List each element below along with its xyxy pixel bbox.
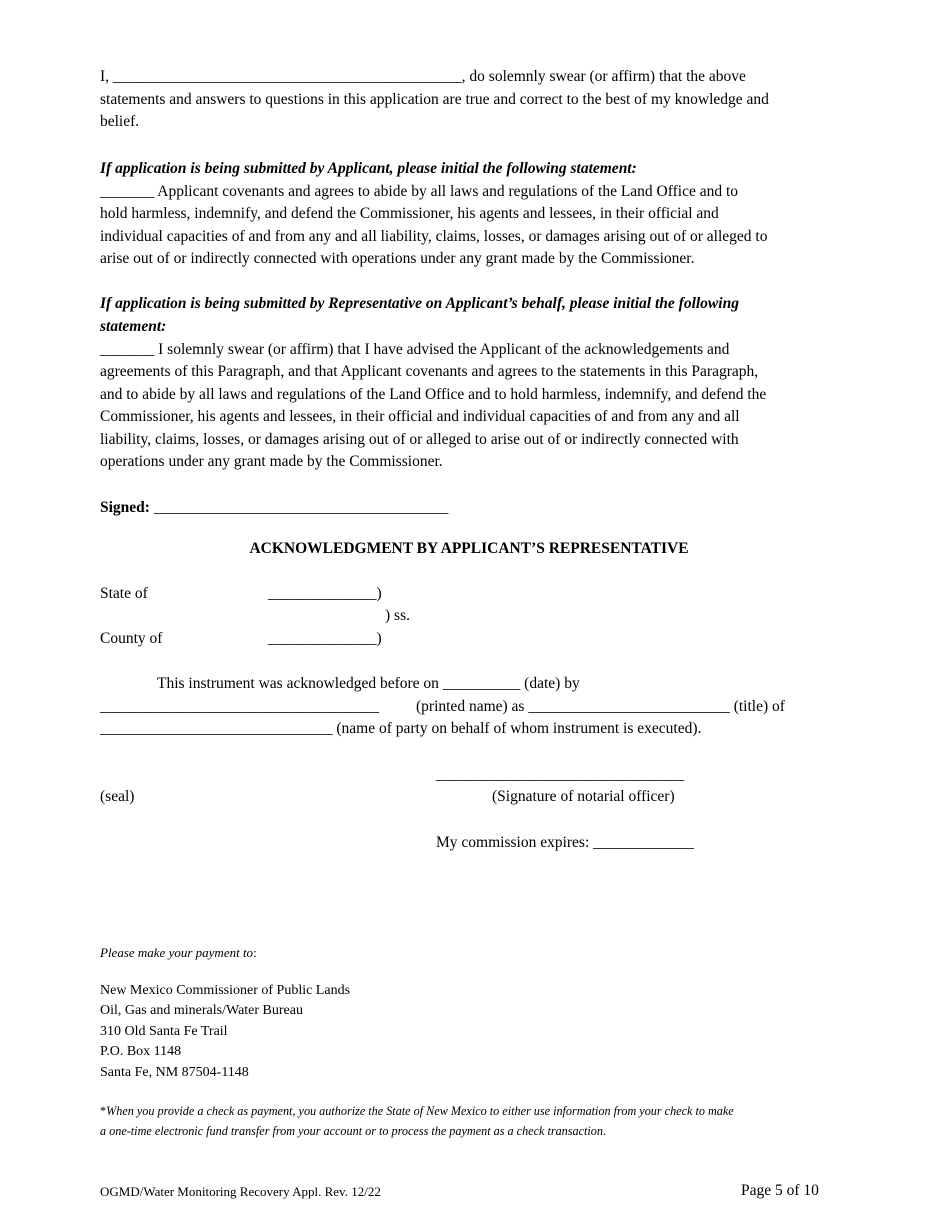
payment-address-2: Oil, Gas and minerals/Water Bureau: [100, 1003, 303, 1018]
payment-note-text-2: a one-time electronic fund transfer from your account or to process the payment as a check transaction: [100, 1124, 603, 1138]
oath-line-2: statements and answers to questions in this application are true and correct to the best of my knowledge and: [100, 91, 769, 108]
commission-expires: My commission expires: _____________: [436, 834, 694, 851]
payment-address-3: 310 Old Santa Fe Trail: [100, 1024, 228, 1039]
instrument-line-3: ______________________________ (name of party on behalf of whom instrument is executed).: [100, 720, 702, 737]
signature-label: (Signature of notarial officer): [492, 788, 675, 805]
payment-note-star: *: [100, 1104, 107, 1118]
representative-line-4: Commissioner, his agents and lessees, in their official and individual capacities of and from any and all: [100, 408, 740, 425]
footer-form-id: OGMD/Water Monitoring Recovery Appl. Rev. 12/22: [100, 1184, 381, 1199]
footer-page-number: Page 5 of 10: [741, 1182, 819, 1199]
representative-line-6: operations under any grant made by the Commissioner.: [100, 453, 443, 470]
county-blank: ______________): [268, 630, 382, 647]
instrument-line-2a: ____________________________________: [100, 698, 379, 715]
state-label: State of: [100, 585, 148, 602]
instrument-line-1: This instrument was acknowledged before on __________ (date) by: [157, 675, 580, 692]
payment-note-end: .: [602, 1124, 607, 1138]
payment-note-1: [100, 1101, 734, 1122]
oath-line-1: I, _____________________________________________, do solemnly swear (or affirm) that the above: [100, 68, 746, 85]
applicant-line-2: hold harmless, indemnify, and defend the Commissioner, his agents and lessees, in their official and: [100, 205, 719, 222]
payment-address-1: New Mexico Commissioner of Public Lands: [100, 983, 351, 998]
county-label: County of: [100, 630, 163, 647]
payment-note-2: [100, 1121, 606, 1142]
applicant-line-1: _______ Applicant covenants and agrees to abide by all laws and regulations of the Land Office and to: [100, 183, 739, 200]
applicant-heading: If application is being submitted by Applicant, please initial the following statement:: [100, 160, 637, 177]
oath-line-3: belief.: [100, 113, 140, 130]
representative-line-3: and to abide by all laws and regulations of the Land Office and to hold harmless, indemnify, and defend the: [100, 386, 767, 403]
signature-blank: ________________________________: [436, 766, 684, 783]
representative-heading-2: statement:: [100, 318, 167, 335]
payment-intro-text: Please make your payment to: [100, 945, 254, 960]
payment-intro: [100, 943, 257, 964]
representative-line-5: liability, claims, losses, or damages arising out of or alleged to arise out of or indirectly connected with: [100, 431, 739, 448]
seal-label: (seal): [100, 788, 135, 805]
acknowledgment-title: ACKNOWLEDGMENT BY APPLICANT’S REPRESENTATIVE: [249, 540, 689, 557]
signed-blank: ______________________________________: [153, 499, 449, 516]
payment-address-4: P.O. Box 1148: [100, 1044, 182, 1059]
instrument-line-2b: (printed name) as __________________________ (title) of: [416, 698, 785, 715]
payment-address-5: Santa Fe, NM 87504-1148: [100, 1065, 249, 1080]
payment-intro-colon: :: [253, 945, 257, 960]
representative-line-1: _______ I solemnly swear (or affirm) that I have advised the Applicant of the acknowledgements and: [100, 341, 730, 358]
payment-note-text-1: When you provide a check as payment, you authorize the State of New Mexico to either use information from your check to make: [106, 1104, 734, 1118]
signed-row: [100, 497, 448, 520]
state-blank: ______________): [268, 585, 382, 602]
representative-heading-1: If application is being submitted by Representative on Applicant’s behalf, please initial the following: [100, 295, 739, 312]
representative-line-2: agreements of this Paragraph, and that Applicant covenants and agrees to the statements in this Paragraph,: [100, 363, 759, 380]
signed-label: Signed:: [100, 499, 150, 516]
ss-label: ) ss.: [385, 607, 410, 624]
applicant-line-4: arise out of or indirectly connected with operations under any grant made by the Commissioner.: [100, 250, 695, 267]
applicant-line-3: individual capacities of and from any and all liability, claims, losses, or damages arising out of or alleged to: [100, 228, 768, 245]
